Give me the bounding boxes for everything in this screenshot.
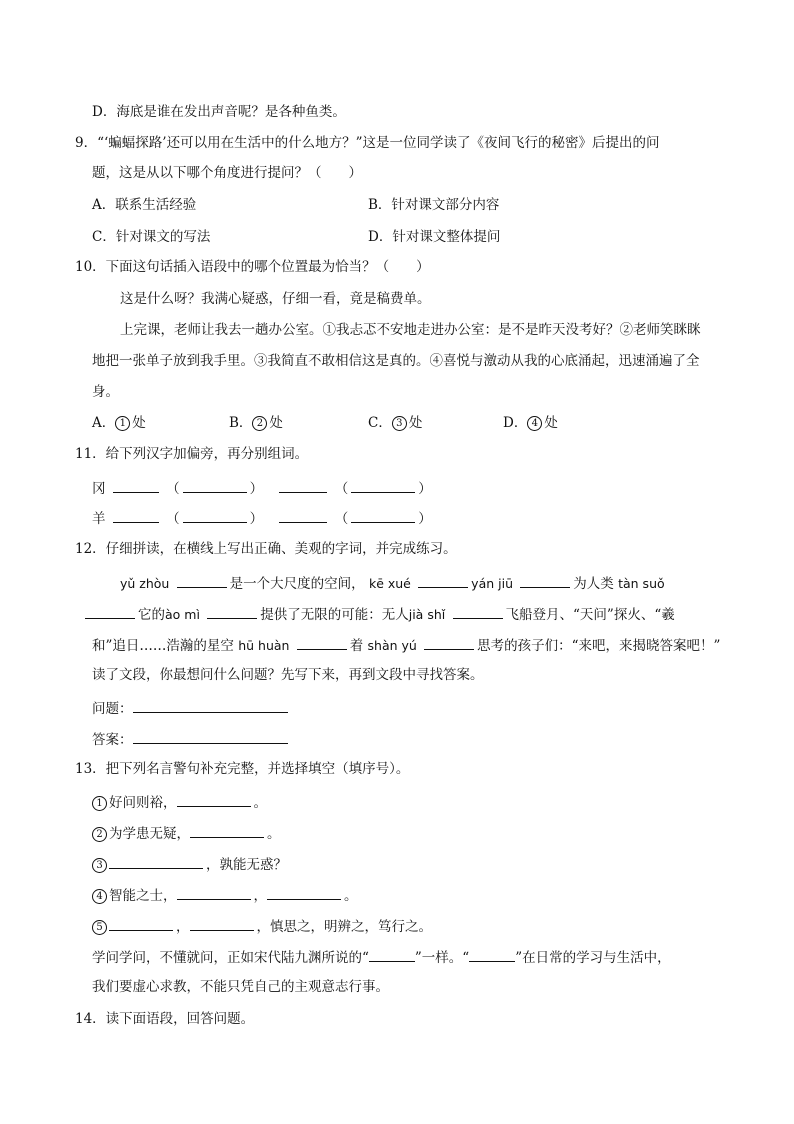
pinyin: yǔ zhòu bbox=[120, 576, 170, 591]
pinyin: ào mì bbox=[165, 607, 200, 622]
q9-option-b: B．针对课文部分内容 bbox=[368, 197, 500, 213]
q10-option-d: D． 4 处 bbox=[503, 415, 558, 431]
q13-item-4: 4 智能之士， ， 。 bbox=[92, 885, 358, 905]
q11-word-blank[interactable] bbox=[183, 508, 247, 523]
q11-row-1: 冈 （ ） （ ） bbox=[92, 478, 432, 498]
q8-option-d: D．海底是谁在发出声音呢？是各种鱼类。 bbox=[92, 104, 346, 120]
q9-option-c: C．针对课文的写法 bbox=[92, 229, 211, 245]
q13-paragraph-line1: 学问学问，不懂就问，正如宋代陆九渊所说的“ ”一样。“ ”在日常的学习与生活中， bbox=[92, 947, 671, 967]
pinyin: shàn yú bbox=[367, 638, 417, 653]
q12-blank[interactable] bbox=[207, 604, 257, 619]
q10-paragraph-line2: 地把一张单子放到我手里。③我简直不敢相信这是真的。④喜悦与激动从我的心底涌起，迅速涌遍了全 bbox=[92, 353, 700, 369]
pinyin: jià shǐ bbox=[408, 607, 446, 622]
q13-paragraph-line2: 我们要虚心求教，不能只凭自己的主观意志行事。 bbox=[92, 979, 389, 995]
q12-blank[interactable] bbox=[297, 635, 347, 650]
q13-item-2: 2 为学患无疑， 。 bbox=[92, 823, 281, 843]
q10-option-a: A． 1 处 bbox=[92, 415, 146, 431]
pinyin: yán jiū bbox=[471, 576, 513, 591]
q13-item-1: 1 好问则裕， 。 bbox=[92, 792, 267, 812]
q13-blank[interactable] bbox=[177, 792, 251, 807]
q14-title: 14．读下面语段，回答问题。 bbox=[75, 1011, 255, 1027]
q12-title: 12．仔细拼读，在横线上写出正确、美观的字词，并完成练习。 bbox=[75, 541, 457, 557]
q11-word-blank[interactable] bbox=[351, 508, 415, 523]
q12-blank[interactable] bbox=[418, 573, 468, 588]
q12-blank[interactable] bbox=[85, 604, 135, 619]
q11-blank[interactable] bbox=[113, 508, 159, 523]
pinyin: kē xué bbox=[368, 576, 411, 591]
q13-item-3: 3 ，孰能无惑？ bbox=[92, 854, 287, 874]
q13-select-blank[interactable] bbox=[469, 947, 515, 962]
q13-blank[interactable] bbox=[109, 854, 203, 869]
q9-stem-line2: 题，这是从以下哪个角度进行提问？（ ） bbox=[92, 165, 362, 181]
q11-char-yang: 羊 bbox=[92, 511, 106, 527]
q11-row-2: 羊 （ ） （ ） bbox=[92, 508, 432, 528]
q12-passage-line2: 它的ào mì 提供了无限的可能：无人jià shǐ 飞船登月、“天问”探火、“羲 bbox=[82, 604, 675, 624]
q12-question-blank[interactable] bbox=[133, 698, 288, 713]
q9-option-a: A．联系生活经验 bbox=[92, 197, 197, 213]
q11-word-blank[interactable] bbox=[351, 478, 415, 493]
q12-blank[interactable] bbox=[177, 573, 227, 588]
q13-blank[interactable] bbox=[190, 916, 254, 931]
q12-passage-line1: yǔ zhòu 是一个大尺度的空间， kē xué yán jiū 为人类 tàn suǒ bbox=[120, 573, 665, 593]
q11-blank[interactable] bbox=[113, 478, 159, 493]
q12-blank[interactable] bbox=[520, 573, 570, 588]
q13-blank[interactable] bbox=[267, 885, 341, 900]
q11-title: 11．给下列汉字加偏旁，再分别组词。 bbox=[75, 446, 309, 462]
pinyin: tàn suǒ bbox=[618, 576, 665, 591]
q10-option-b: B． 2 处 bbox=[229, 415, 283, 431]
q10-paragraph-line3: 身。 bbox=[92, 384, 119, 400]
q11-word-blank[interactable] bbox=[183, 478, 247, 493]
q13-select-blank[interactable] bbox=[369, 947, 415, 962]
q9-option-d: D．针对课文整体提问 bbox=[368, 229, 501, 245]
q13-blank[interactable] bbox=[177, 885, 251, 900]
q11-char-gang: 冈 bbox=[92, 481, 106, 497]
q11-blank[interactable] bbox=[279, 508, 327, 523]
q10-paragraph-line1: 上完课，老师让我去一趟办公室。①我忐忑不安地走进办公室：是不是昨天没考好？②老师笑眯眯 bbox=[120, 322, 701, 338]
q10-option-c: C． 3 处 bbox=[368, 415, 423, 431]
q13-item-5: 5 ， ，慎思之，明辨之，笃行之。 bbox=[92, 916, 432, 936]
q10-insert-sentence: 这是什么呀？我满心疑惑，仔细一看，竟是稿费单。 bbox=[120, 291, 431, 307]
q13-title: 13．把下列名言警句补充完整，并选择填空（填序号）。 bbox=[75, 761, 410, 777]
q12-blank[interactable] bbox=[424, 635, 474, 650]
q13-blank[interactable] bbox=[190, 823, 264, 838]
q12-passage-line3: 和”追日……浩瀚的星空 hū huàn 着 shàn yú 思考的孩子们：“来吧，来揭晓答案吧！” bbox=[92, 635, 720, 655]
q12-blank[interactable] bbox=[453, 604, 503, 619]
q12-question-row: 问题： bbox=[92, 698, 291, 718]
q9-stem-line1: 9．“‘蝙蝠探路’还可以用在生活中的什么地方？”这是一位同学读了《夜间飞行的秘密》后提出的问 bbox=[75, 135, 660, 151]
q12-answer-blank[interactable] bbox=[133, 729, 288, 744]
q12-prompt: 读了文段，你最想问什么问题？先写下来，再到文段中寻找答案。 bbox=[92, 667, 484, 683]
q12-answer-row: 答案： bbox=[92, 729, 291, 749]
q13-blank[interactable] bbox=[109, 916, 173, 931]
q10-title: 10．下面这句话插入语段中的哪个位置最为恰当？（ ） bbox=[75, 259, 430, 275]
pinyin: hū huàn bbox=[238, 638, 290, 653]
q11-blank[interactable] bbox=[279, 478, 327, 493]
